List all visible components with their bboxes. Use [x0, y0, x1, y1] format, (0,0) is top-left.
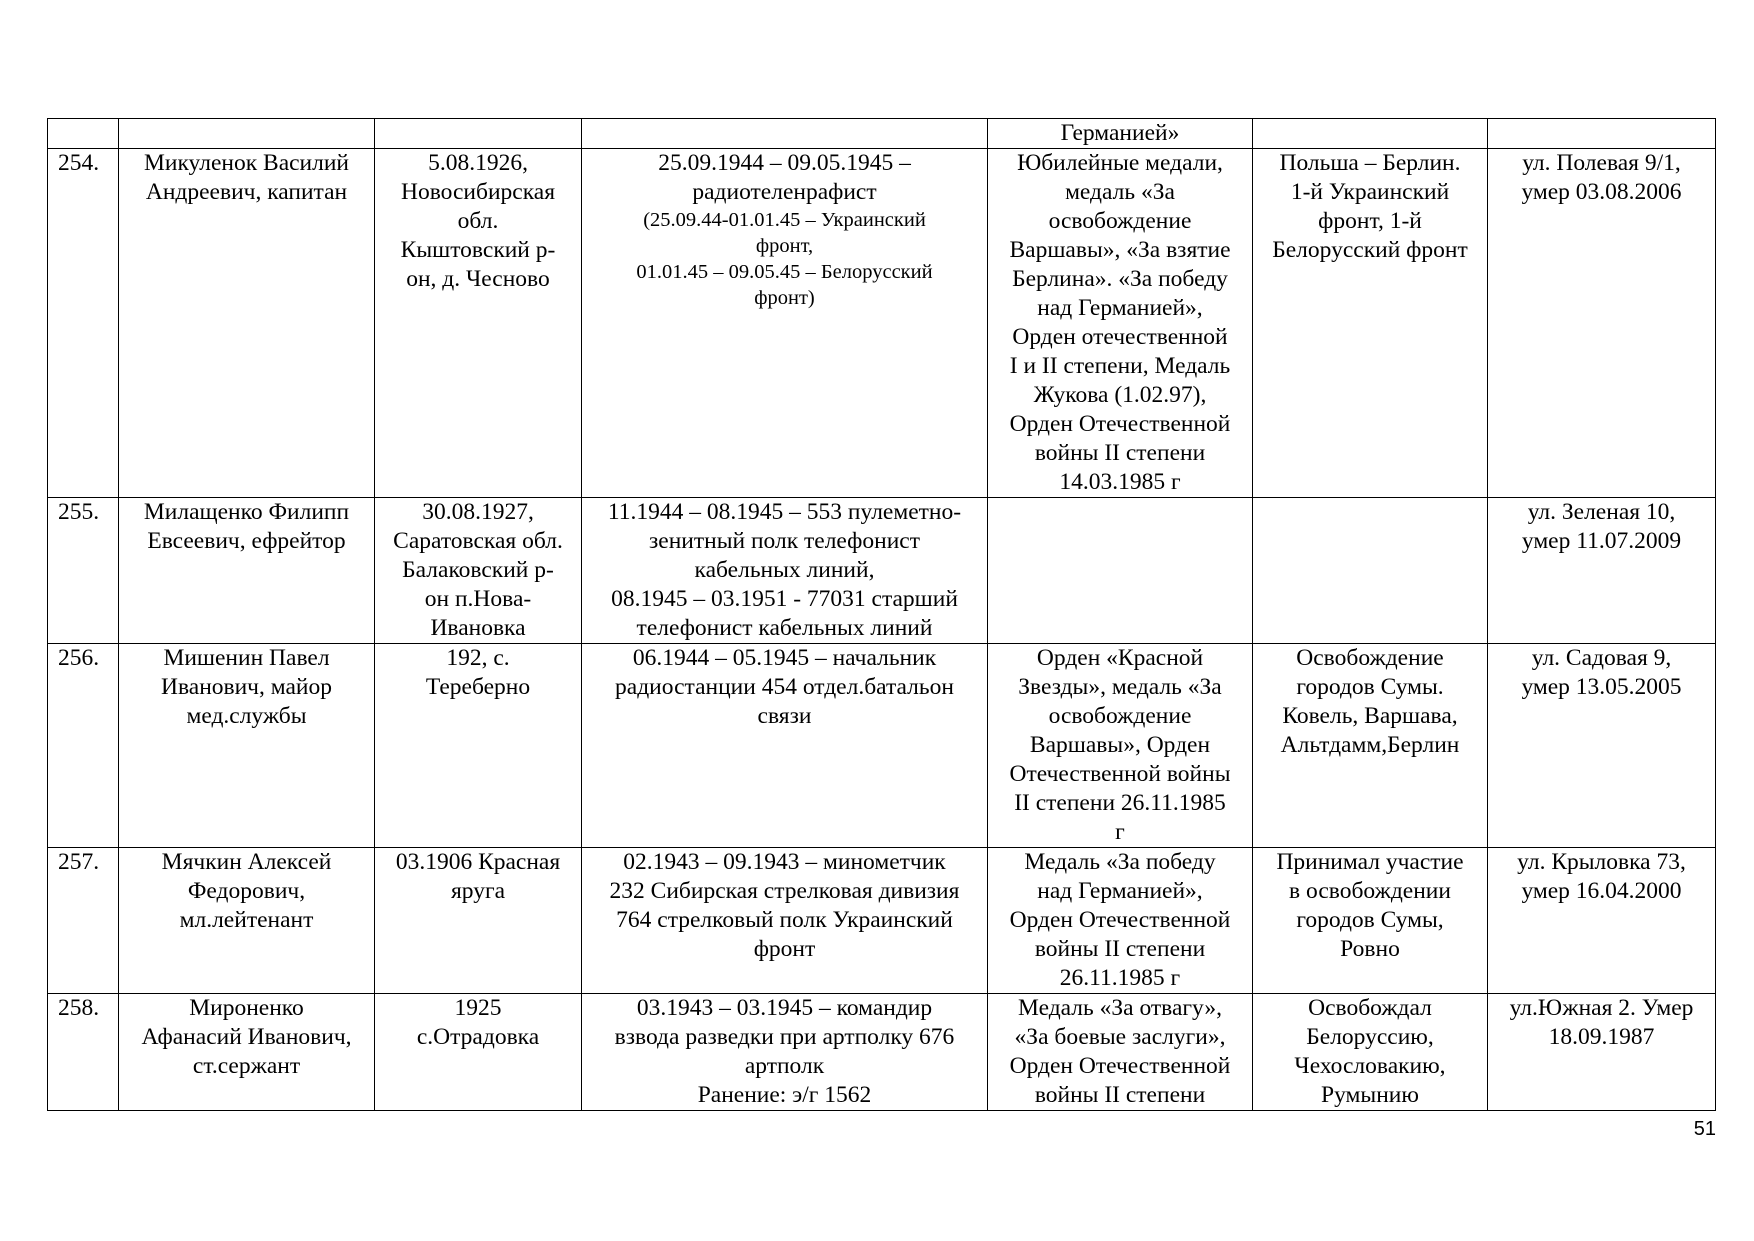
cell-name	[119, 848, 375, 994]
cell-line: ул. Садовая 9,	[1531, 645, 1672, 671]
cell-line: Чехословакию,	[1294, 1053, 1446, 1079]
cell-awards	[988, 498, 1253, 644]
cell-line: 06.1944 – 05.1945 – начальник	[632, 645, 937, 671]
cell-line: Юбилейные медали,	[1017, 150, 1223, 176]
cell-line: радиостанции 454 отдел.батальон	[615, 674, 954, 700]
cell-line: 232 Сибирская стрелковая дивизия	[609, 878, 960, 904]
cell-line: умер 13.05.2005	[1521, 674, 1682, 700]
cell-service	[582, 149, 988, 498]
cell-line: умер 16.04.2000	[1521, 878, 1682, 904]
cell-line-small: фронт,	[755, 235, 814, 257]
cell-line: Звезды», медаль «За	[1018, 674, 1222, 700]
cell-line: Освобождение	[1296, 645, 1444, 671]
cell-line: освобождение	[1048, 703, 1192, 729]
cell-service	[582, 848, 988, 994]
cell-line: ул. Полевая 9/1,	[1522, 150, 1681, 176]
cell-line: Мячкин Алексей	[161, 849, 332, 875]
table-row-continuation	[48, 119, 1716, 149]
cell-battles	[1253, 149, 1488, 498]
cell-name	[119, 498, 375, 644]
cell-line: Румынию	[1321, 1082, 1419, 1108]
cell-service	[582, 119, 988, 149]
cell-line: медаль «За	[1065, 179, 1175, 205]
cell-line: Жукова (1.02.97),	[1033, 382, 1207, 408]
cell-line: ул.Южная 2. Умер	[1509, 995, 1694, 1021]
cell-line: Орден «Красной	[1036, 645, 1204, 671]
cell-line: Милащенко Филипп	[143, 499, 350, 525]
cell-line-small: (25.09.44-01.01.45 – Украинский	[643, 209, 926, 231]
cell-awards	[988, 848, 1253, 994]
cell-line: Ковель, Варшава,	[1282, 703, 1458, 729]
cell-awards	[988, 644, 1253, 848]
cell-line: он, д. Чесново	[406, 266, 550, 292]
cell-line: Мироненко	[189, 995, 304, 1021]
cell-num: 258.	[48, 994, 119, 1111]
cell-line: над Германией»,	[1037, 878, 1203, 904]
cell-line: мед.службы	[186, 703, 307, 729]
cell-line: в освобождении	[1289, 878, 1451, 904]
cell-num: 256.	[48, 644, 119, 848]
cell-line: Балаковский р-	[402, 557, 554, 583]
cell-address	[1488, 994, 1716, 1111]
cell-service	[582, 498, 988, 644]
cell-line: 30.08.1927,	[422, 499, 534, 525]
cell-address	[1488, 119, 1716, 149]
cell-line: ст.сержант	[192, 1053, 301, 1079]
cell-service	[582, 994, 988, 1111]
cell-line: г	[1115, 819, 1125, 845]
cell-num	[48, 119, 119, 149]
cell-line: городов Сумы,	[1296, 907, 1444, 933]
cell-line: фронт, 1-й	[1318, 208, 1422, 234]
cell-line: 1-й Украинский	[1290, 179, 1450, 205]
cell-awards	[988, 149, 1253, 498]
cell-awards	[988, 994, 1253, 1111]
cell-name	[119, 119, 375, 149]
cell-battles	[1253, 119, 1488, 149]
cell-line: умер 03.08.2006	[1521, 179, 1682, 205]
cell-battles	[1253, 994, 1488, 1111]
cell-battles	[1253, 498, 1488, 644]
cell-line: связи	[757, 703, 812, 729]
cell-birth	[375, 119, 582, 149]
cell-line: над Германией»,	[1037, 295, 1203, 321]
cell-awards: Германией»	[988, 119, 1253, 149]
cell-line: городов Сумы.	[1296, 674, 1444, 700]
cell-line-small: фронт)	[754, 287, 815, 309]
cell-address	[1488, 848, 1716, 994]
cell-line: Новосибирская	[400, 179, 555, 205]
cell-line: Евсеевич, ефрейтор	[147, 528, 346, 554]
cell-line: 192, с.	[446, 645, 510, 671]
cell-line: телефонист кабельных линий	[636, 615, 933, 641]
cell-line: войны II степени	[1034, 936, 1206, 962]
cell-line: 08.1945 – 03.1951 - 77031 старший	[611, 586, 958, 612]
cell-name	[119, 644, 375, 848]
cell-line: Кыштовский р-	[400, 237, 556, 263]
cell-name	[119, 994, 375, 1111]
cell-line: 03.1906 Красная	[395, 849, 561, 875]
cell-line: 25.09.1944 – 09.05.1945 –	[658, 150, 911, 176]
cell-line: Берлина». «За победу	[1012, 266, 1228, 292]
cell-num: 255.	[48, 498, 119, 644]
table-row	[48, 149, 1716, 498]
cell-line: яруга	[450, 878, 506, 904]
cell-name	[119, 149, 375, 498]
cell-line: он п.Нова-	[424, 586, 532, 612]
table-row	[48, 848, 1716, 994]
cell-line: 5.08.1926,	[428, 150, 528, 176]
cell-line: Афанасий Иванович,	[141, 1024, 352, 1050]
cell-line: фронт	[753, 936, 816, 962]
cell-line: Альтдамм,Берлин	[1280, 732, 1460, 758]
cell-line: Орден Отечественной	[1009, 1053, 1231, 1079]
cell-line: зенитный полк телефонист	[649, 528, 920, 554]
cell-line: мл.лейтенант	[179, 907, 314, 933]
cell-line: Ровно	[1340, 936, 1400, 962]
cell-line: Ранение: э/г 1562	[697, 1082, 872, 1108]
cell-line: с.Отрадовка	[416, 1024, 540, 1050]
cell-line: Белоруссию,	[1306, 1024, 1434, 1050]
cell-service	[582, 644, 988, 848]
cell-line: Медаль «За победу	[1024, 849, 1216, 875]
cell-line: Варшавы», Орден	[1029, 732, 1211, 758]
cell-battles	[1253, 848, 1488, 994]
cell-line: «За боевые заслуги»,	[1014, 1024, 1226, 1050]
cell-birth	[375, 498, 582, 644]
cell-line: войны II степени	[1034, 440, 1206, 466]
cell-line: Освобождал	[1308, 995, 1432, 1021]
cell-line: Белорусский фронт	[1272, 237, 1468, 263]
cell-line: 11.1944 – 08.1945 – 553 пулеметно-	[607, 499, 962, 525]
cell-num: 254.	[48, 149, 119, 498]
cell-birth	[375, 994, 582, 1111]
page-number: 51	[1693, 1118, 1716, 1140]
cell-line: радиотеленрафист	[692, 179, 877, 205]
cell-line: Варшавы», «За взятие	[1009, 237, 1231, 263]
cell-line: 26.11.1985 г	[1059, 965, 1181, 991]
cell-line: Ивановка	[430, 615, 526, 641]
cell-battles	[1253, 644, 1488, 848]
cell-line: Принимал участие	[1276, 849, 1464, 875]
cell-line: Орден отечественной	[1012, 324, 1228, 350]
cell-line: Микуленок Василий	[143, 150, 350, 176]
table-row	[48, 644, 1716, 848]
cell-line: Польша – Берлин.	[1279, 150, 1461, 176]
cell-address	[1488, 149, 1716, 498]
cell-birth	[375, 848, 582, 994]
cell-address	[1488, 644, 1716, 848]
veterans-table	[47, 118, 1716, 1111]
cell-line: войны II степени	[1034, 1082, 1206, 1108]
cell-line: Медаль «За отвагу»,	[1018, 995, 1222, 1021]
cell-line: Саратовская обл.	[393, 528, 563, 554]
cell-line: Орден Отечественной	[1009, 411, 1231, 437]
cell-line: ул. Крыловка 73,	[1517, 849, 1686, 875]
cell-line: Орден Отечественной	[1009, 907, 1231, 933]
cell-line: ул. Зеленая 10,	[1527, 499, 1676, 525]
cell-line: 1925	[454, 995, 502, 1021]
cell-line: освобождение	[1048, 208, 1192, 234]
cell-line: Иванович, майор	[161, 674, 332, 700]
cell-num: 257.	[48, 848, 119, 994]
cell-line: Мишенин Павел	[163, 645, 330, 671]
table-row	[48, 498, 1716, 644]
cell-line: II степени 26.11.1985	[1014, 790, 1226, 816]
cell-line: кабельных линий,	[694, 557, 875, 583]
cell-birth	[375, 149, 582, 498]
cell-address	[1488, 498, 1716, 644]
cell-line: Отечественной войны	[1009, 761, 1231, 787]
cell-line: артполк	[744, 1053, 825, 1079]
cell-line: Тереберно	[425, 674, 531, 700]
cell-line: 02.1943 – 09.1943 – минометчик	[623, 849, 946, 875]
cell-line: I и II степени, Медаль	[1009, 353, 1231, 379]
table-row	[48, 994, 1716, 1111]
cell-line-small: 01.01.45 – 09.05.45 – Белорусский	[636, 261, 933, 283]
cell-line: обл.	[457, 208, 499, 234]
cell-line: 03.1943 – 03.1945 – командир	[636, 995, 933, 1021]
cell-birth	[375, 644, 582, 848]
cell-line: 764 стрелковый полк Украинский	[616, 907, 953, 933]
cell-line: Федорович,	[187, 878, 306, 904]
cell-line: умер 11.07.2009	[1521, 528, 1682, 554]
cell-line: взвода разведки при артполку 676	[614, 1024, 955, 1050]
cell-line: 14.03.1985 г	[1059, 469, 1181, 495]
cell-line: 18.09.1987	[1548, 1024, 1655, 1050]
cell-line: Андреевич, капитан	[145, 179, 348, 205]
